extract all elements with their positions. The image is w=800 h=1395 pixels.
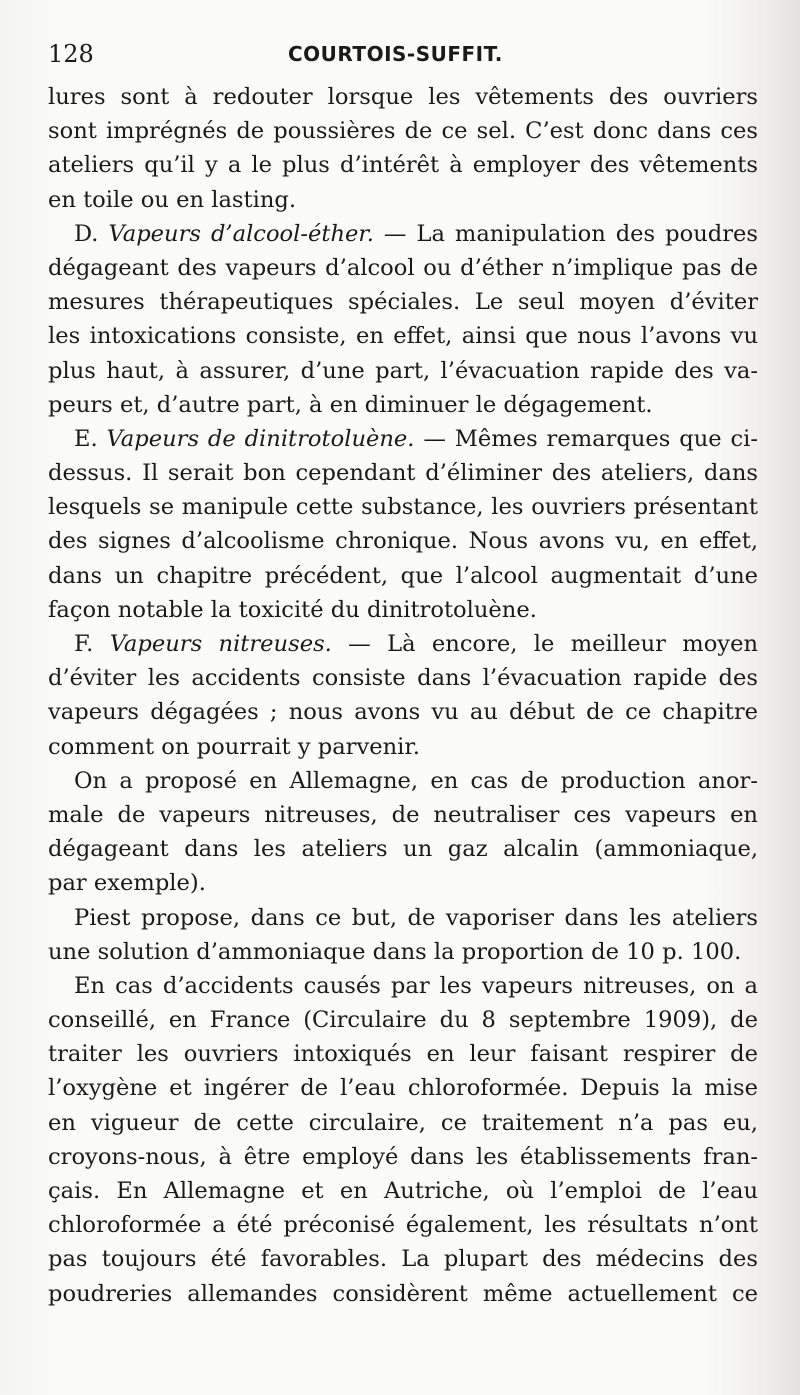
text-line: En cas d’accidents causés par les vapeurs nitreuses, on a	[74, 972, 758, 999]
section-title: Vapeurs de dinitrotoluène.	[106, 425, 415, 452]
section-heading-f	[48, 627, 758, 661]
text-line: l’oxygène et ingérer de l’eau chloroformée. Depuis la mise	[48, 1075, 758, 1102]
page-number: 128	[48, 40, 94, 68]
page-header	[48, 40, 758, 74]
section-title: Vapeurs nitreuses.	[109, 631, 332, 657]
text-line: conseillé, en France (Circulaire du 8 septembre 1909), de	[48, 1007, 758, 1034]
text-line: vapeurs dégagées ; nous avons vu au début de ce chapitre	[48, 699, 758, 726]
section-letter: E.	[74, 425, 107, 452]
text-line: mesures thérapeutiques spéciales. Le seul moyen d’éviter	[48, 289, 758, 316]
text-line: poudreries allemandes considèrent même actuellement ce	[48, 1280, 758, 1307]
text-line: traiter les ouvriers intoxiqués en leur faisant respirer de	[48, 1041, 758, 1068]
text-line: chloroformée a été préconisé également, les résultats n’ont	[48, 1212, 758, 1239]
text-line: dégageant dans les ateliers un gaz alcalin (ammoniaque,	[48, 836, 758, 863]
text-line: dans un chapitre précédent, que l’alcool augmentait d’une	[48, 562, 758, 589]
text-line: façon notable la toxicité du dinitrotoluène.	[48, 596, 537, 623]
section-text: — Là encore, le meilleur moyen	[331, 631, 758, 657]
text-line: des signes d’alcoolisme chronique. Nous avons vu, en effet,	[48, 528, 758, 555]
running-title: COURTOIS-SUFFIT.	[288, 42, 503, 66]
section-heading-e	[48, 422, 758, 456]
text-line: en toile ou en lasting.	[48, 186, 297, 213]
text-line: d’éviter les accidents consiste dans l’évacuation rapide des	[48, 665, 758, 692]
text-line: lures sont à redouter lorsque les vêtements des ouvriers	[48, 84, 758, 110]
text-line: peurs et, d’autre part, à en diminuer le dégagement.	[48, 391, 653, 418]
section-heading-d	[48, 217, 758, 251]
text-line: sont imprégnés de poussières de ce sel. C’est donc dans ces	[48, 118, 758, 145]
text-line: dégageant des vapeurs d’alcool ou d’éther n’implique pas de	[48, 254, 758, 281]
text-line: dessus. Il serait bon cependant d’éliminer des ateliers, dans	[48, 460, 758, 487]
text-line: çais. En Allemagne et en Autriche, où l’emploi de l’eau	[48, 1178, 758, 1204]
text-line: croyons-nous, à être employé dans les établissements fran-	[48, 1143, 758, 1170]
section-text: — Mêmes remarques que ci-	[414, 425, 758, 452]
text-line: Piest propose, dans ce but, de vaporiser dans les ateliers	[74, 904, 758, 931]
text-line: les intoxications consiste, en effet, ainsi que nous l’avons vu	[48, 323, 758, 350]
section-text: — La manipulation des poudres	[373, 220, 758, 247]
section-letter: F.	[74, 631, 110, 657]
text-line: par exemple).	[48, 870, 206, 897]
section-letter: D.	[74, 220, 109, 247]
text-line: On a proposé en Allemagne, en cas de production anor-	[74, 767, 758, 794]
text-line: pas toujours été favorables. La plupart des médecins des	[48, 1246, 758, 1273]
text-line: comment on pourrait y parvenir.	[48, 733, 420, 760]
text-line: ateliers qu’il y a le plus d’intérêt à employer des vêtements	[48, 152, 758, 179]
body-text	[48, 80, 758, 1311]
text-line: plus haut, à assurer, d’une part, l’évacuation rapide des va-	[48, 357, 758, 384]
text-line: une solution d’ammoniaque dans la proportion de 10 p. 100.	[48, 938, 742, 965]
text-line: lesquels se manipule cette substance, les ouvriers présentant	[48, 494, 758, 521]
section-title: Vapeurs d’alcool-éther.	[108, 220, 374, 247]
text-line: male de vapeurs nitreuses, de neutraliser ces vapeurs en	[48, 801, 758, 828]
text-line: en vigueur de cette circulaire, ce traitement n’a pas eu,	[48, 1109, 758, 1136]
